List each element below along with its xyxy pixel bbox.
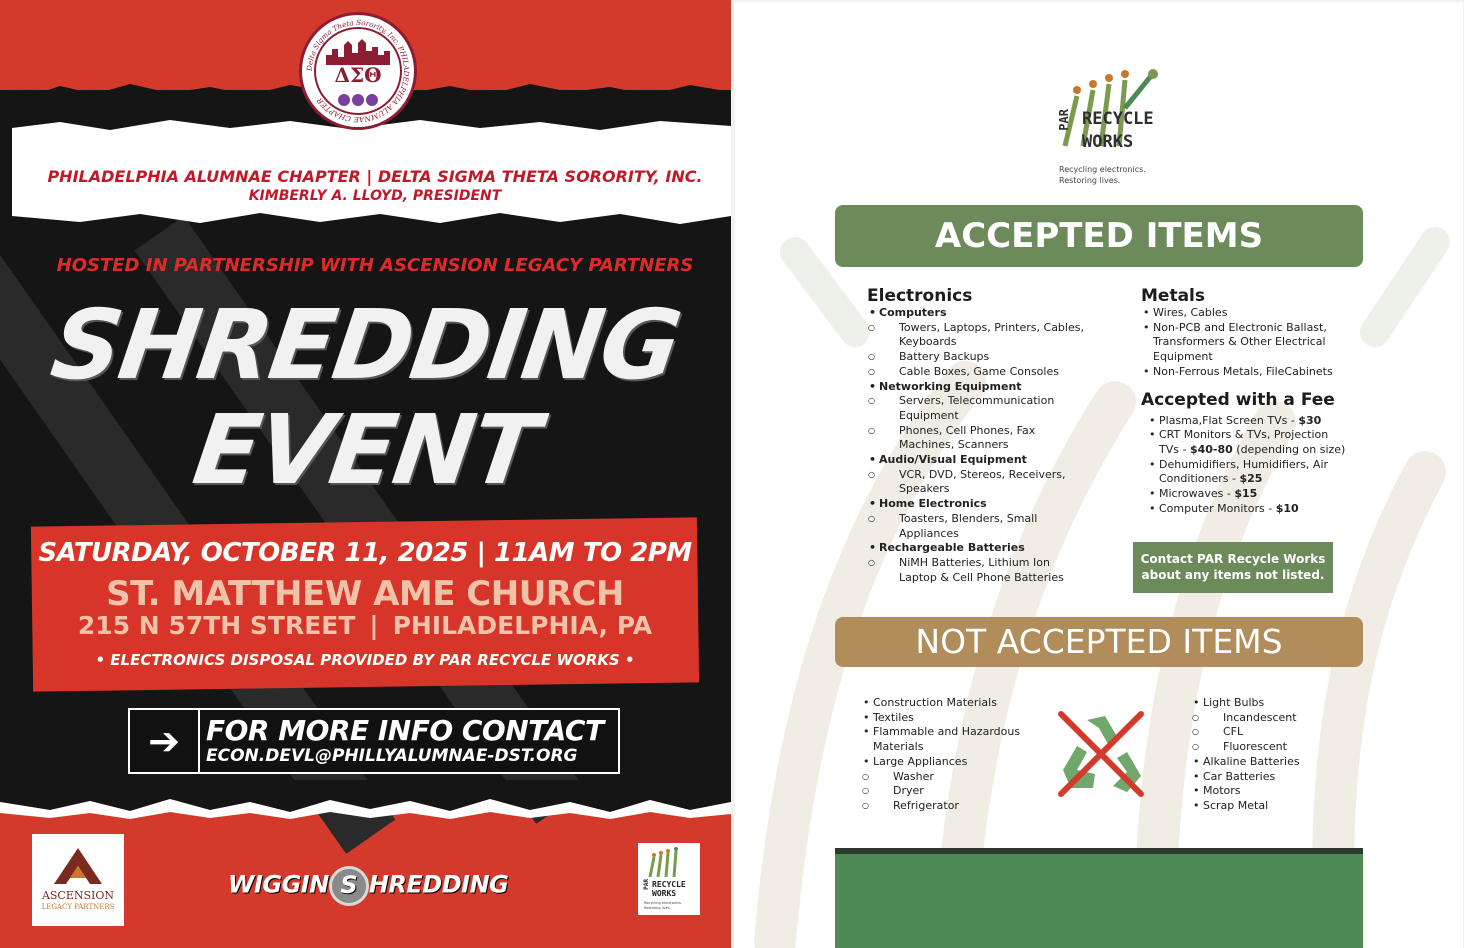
par-small-tagline: Recycling electronics. Restoring lives.: [644, 901, 682, 910]
list-item: [1153, 350, 1361, 365]
list-item-text: Conditioners -: [1159, 472, 1240, 486]
list-item: [1203, 711, 1371, 726]
list-item-text: Laptop & Cell Phone Batteries: [899, 570, 1064, 584]
list-item-text: CRT Monitors & TVs, Projection: [1159, 428, 1329, 442]
list-item: [1153, 335, 1361, 350]
recycle-crossed-out-icon: [1053, 706, 1149, 802]
list-item-text: Audio/Visual Equipment: [879, 453, 1027, 467]
list-item: [873, 725, 1041, 740]
list-item-text: Alkaline Batteries: [1203, 754, 1300, 768]
list-item: [1159, 487, 1361, 502]
par-tagline: [1059, 164, 1179, 186]
par-small-name: [652, 880, 686, 898]
list-item: [1203, 784, 1371, 799]
svg-text:Delta Sigma Theta Sorority, In: Delta Sigma Theta Sorority, Inc. PHILADELPHIA ALUMNAE CHAPTER: [304, 17, 412, 125]
not-accepted-right-column: [1191, 696, 1371, 814]
list-item-text: Equipment: [1153, 350, 1213, 364]
metals-column: [1141, 286, 1361, 516]
seal-greek-letters: ΔΣΘ: [334, 63, 382, 87]
list-item: [1153, 306, 1361, 321]
wiggins-shredding-logo: [228, 868, 518, 912]
list-item-text: Flammable and Hazardous: [873, 725, 1021, 739]
saw-blade-icon: S: [329, 866, 369, 906]
par-recycle-info-sheet: [735, 2, 1463, 948]
list-item: [1159, 502, 1361, 517]
address-street: 215 N 57TH STREET: [77, 611, 356, 640]
list-item: [879, 438, 1097, 453]
list-item-text: Dryer: [893, 784, 924, 798]
list-item-text: Keyboards: [899, 335, 957, 349]
list-item-text: Equipment: [899, 408, 959, 422]
recycle-people-icon: [646, 847, 682, 877]
event-title-shredding: SHREDDING: [45, 289, 686, 401]
list-item-text: TVs -: [1159, 442, 1190, 456]
list-item: [873, 770, 1041, 785]
list-item: [879, 335, 1097, 350]
wiggins-text-left: WIGGIN: [228, 870, 329, 899]
chapter-line: PHILADELPHIA ALUMNAE CHAPTER | DELTA SIGMA THETA SORORITY, INC.: [47, 167, 703, 186]
list-item: [879, 306, 1097, 321]
list-item: [879, 409, 1097, 424]
list-item: [873, 799, 1041, 814]
metals-list: [1141, 306, 1361, 380]
list-item: [873, 711, 1041, 726]
list-item: [879, 468, 1097, 483]
list-item-text: VCR, DVD, Stereos, Receivers,: [899, 467, 1066, 481]
list-item-text: Servers, Telecommunication: [899, 394, 1055, 408]
list-item-text: Dehumidifiers, Humidifiers, Air: [1159, 457, 1329, 471]
list-item: [879, 556, 1097, 571]
list-item-text: Non-Ferrous Metals, FileCabinets: [1153, 364, 1333, 378]
not-accepted-left-column: [861, 696, 1041, 814]
list-item: [873, 696, 1041, 711]
hosted-partnership-line: HOSTED IN PARTNERSHIP WITH ASCENSION LEGACY PARTNERS: [56, 255, 694, 276]
list-item: [1203, 755, 1371, 770]
par-tagline-1: Recycling electronics.: [1059, 165, 1146, 174]
contact-title: FOR MORE INFO CONTACT: [206, 714, 604, 747]
address-city: PHILADELPHIA, PA: [392, 611, 653, 640]
fee-price: $25: [1239, 472, 1263, 486]
fee-note: (depending on size): [1232, 442, 1346, 456]
list-item-text: Computer Monitors -: [1159, 501, 1276, 515]
list-item-text: Cable Boxes, Game Consoles: [899, 364, 1059, 378]
list-item: [879, 350, 1097, 365]
philadelphia-skyline-icon: [326, 39, 390, 65]
list-item-text: Transformers & Other Electrical: [1153, 335, 1326, 349]
list-item: [879, 453, 1097, 468]
arrow-right-icon: ➔: [130, 710, 200, 772]
not-accepted-right-list: [1191, 696, 1371, 814]
fee-price: $15: [1234, 487, 1258, 501]
list-item-text: Light Bulbs: [1203, 696, 1265, 709]
list-item: [879, 365, 1097, 380]
list-item: [879, 394, 1097, 409]
list-item-text: Machines, Scanners: [899, 438, 1009, 452]
electronics-disposal-note: • ELECTRONICS DISPOSAL PROVIDED BY PAR RECYCLE WORKS •: [95, 651, 635, 669]
fee-list: [1141, 414, 1361, 517]
dst-chapter-seal: [299, 12, 417, 130]
list-item: [1203, 799, 1371, 814]
event-date-time: SATURDAY, OCTOBER 11, 2025 | 11AM TO 2PM: [38, 538, 692, 568]
list-item: [1159, 428, 1361, 443]
list-item-text: Wires, Cables: [1153, 306, 1228, 319]
mountain-icon: [54, 848, 102, 884]
list-item-text: Car Batteries: [1203, 769, 1276, 783]
event-venue: ST. MATTHEW AME CHURCH: [106, 574, 624, 614]
par-logo-line1: RECYCLE: [1082, 109, 1154, 129]
ascension-legacy-logo: [32, 834, 124, 926]
list-item-text: CFL: [1223, 725, 1244, 739]
list-item: [879, 541, 1097, 556]
list-item-text: Large Appliances: [873, 754, 968, 768]
contact-par-line2: about any items not listed.: [1141, 568, 1325, 582]
list-item-text: Washer: [893, 769, 934, 783]
list-item: [879, 497, 1097, 512]
list-item-text: Microwaves -: [1159, 487, 1235, 501]
president-line: KIMBERLY A. LLOYD, PRESIDENT: [248, 188, 502, 204]
address-separator: |: [369, 611, 379, 640]
list-item: [879, 512, 1097, 527]
fee-price: $40-80: [1189, 442, 1233, 456]
list-item: [873, 740, 1041, 755]
list-item: [879, 482, 1097, 497]
par-tagline-2: Restoring lives.: [1059, 176, 1121, 185]
list-item-text: Plasma,Flat Screen TVs -: [1159, 413, 1299, 427]
par-small-vertical: PAR: [643, 879, 650, 890]
list-item: [873, 755, 1041, 770]
par-recycle-small-logo: [638, 843, 700, 915]
list-item-text: Motors: [1203, 784, 1241, 798]
list-item-text: Fluorescent: [1223, 740, 1287, 754]
par-logo-vertical-text: PAR: [1057, 109, 1071, 131]
list-item-text: Textiles: [873, 710, 914, 724]
contact-par-note: [1133, 542, 1333, 593]
list-item-text: Phones, Cell Phones, Fax: [899, 423, 1036, 437]
accepted-items-banner: ACCEPTED ITEMS: [835, 205, 1363, 267]
torn-paper-edge-bottom: [0, 780, 731, 820]
list-item-text: Construction Materials: [873, 696, 997, 709]
ascension-name: ASCENSION: [41, 889, 115, 902]
list-item-text: Refrigerator: [893, 798, 959, 812]
metals-heading: Metals: [1141, 286, 1205, 306]
event-title-event: EVENT: [186, 394, 545, 506]
list-item-text: Home Electronics: [879, 497, 987, 511]
ascension-subtitle: LEGACY PARTNERS: [41, 903, 115, 911]
list-item-text: Networking Equipment: [879, 379, 1022, 393]
fee-price: $30: [1298, 413, 1322, 427]
par-logo-line2: WORKS: [1082, 132, 1134, 152]
list-item: [879, 380, 1097, 395]
list-item-text: Battery Backups: [899, 350, 990, 364]
fee-heading: Accepted with a Fee: [1141, 389, 1335, 410]
electronics-heading: Electronics: [867, 286, 973, 306]
list-item: [1159, 414, 1361, 429]
list-item: [1159, 472, 1361, 487]
electronics-column: [867, 286, 1097, 585]
list-item: [1153, 321, 1361, 336]
list-item: [879, 321, 1097, 336]
list-item-text: Appliances: [899, 526, 959, 540]
par-small-line1: RECYCLE: [652, 880, 686, 889]
list-item-text: Rechargeable Batteries: [879, 541, 1025, 555]
list-item: [1159, 443, 1361, 458]
list-item: [873, 784, 1041, 799]
list-item: [879, 527, 1097, 542]
african-violet-icon: [336, 93, 380, 107]
list-item-text: Computers: [879, 306, 947, 319]
fee-price: $10: [1275, 501, 1299, 515]
shredding-event-flyer: [0, 0, 731, 948]
list-item: [1203, 696, 1371, 711]
list-item-text: Speakers: [899, 482, 950, 496]
list-item: [1203, 725, 1371, 740]
list-item: [879, 424, 1097, 439]
list-item-text: NiMH Batteries, Lithium Ion: [899, 555, 1050, 569]
footer-green-bar: [835, 848, 1363, 948]
par-logo-name: [1082, 108, 1154, 154]
list-item: [1203, 740, 1371, 755]
par-small-line2: WORKS: [652, 889, 677, 898]
event-address: [30, 611, 700, 640]
not-accepted-items-banner: NOT ACCEPTED ITEMS: [835, 617, 1363, 667]
list-item: [879, 571, 1097, 586]
contact-info-box: [128, 708, 620, 774]
contact-par-line1: Contact PAR Recycle Works: [1140, 552, 1326, 566]
footer-dark-strip: [835, 848, 1363, 854]
list-item-text: Materials: [873, 740, 924, 754]
list-item-text: Incandescent: [1223, 710, 1297, 724]
electronics-list: [867, 306, 1097, 585]
not-accepted-left-list: [861, 696, 1041, 814]
list-item-text: Non-PCB and Electronic Ballast,: [1153, 320, 1327, 334]
wiggins-text-right: HREDDING: [368, 870, 509, 899]
list-item-text: Toasters, Blenders, Small: [899, 511, 1038, 525]
list-item: [1203, 770, 1371, 785]
list-item: [1153, 365, 1361, 380]
list-item-text: Scrap Metal: [1203, 798, 1269, 812]
list-item-text: Towers, Laptops, Printers, Cables,: [899, 320, 1084, 334]
list-item: [1159, 458, 1361, 473]
contact-email[interactable]: ECON.DEVL@PHILLYALUMNAE-DST.ORG: [206, 746, 578, 766]
